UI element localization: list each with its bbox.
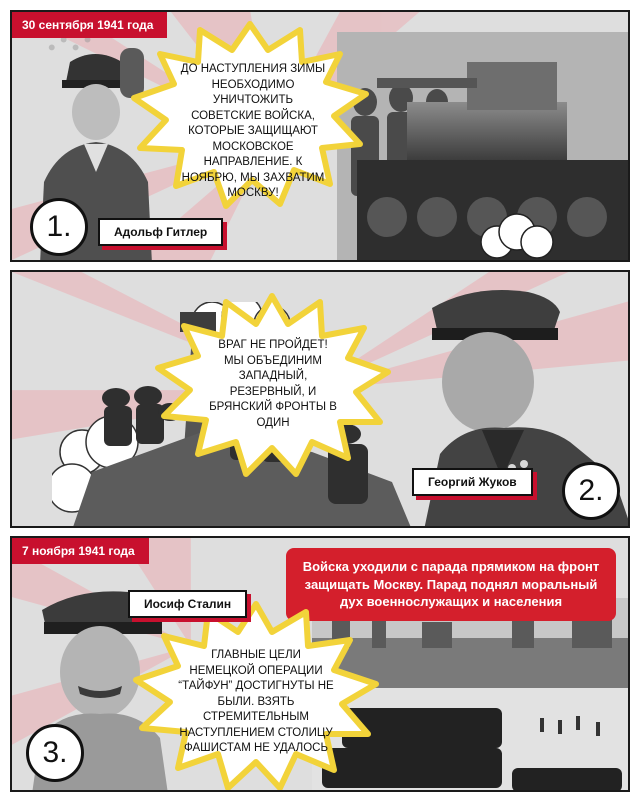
- panel-number: 2.: [562, 462, 620, 520]
- panel-number: 1.: [30, 198, 88, 256]
- panel-number: 3.: [26, 724, 84, 782]
- speech-text: ДО НАСТУПЛЕНИЯ ЗИМЫ НЕОБХОДИМО УНИЧТОЖИТЬ СОВЕТСКИЕ ВОЙСКА, КОТОРЫЕ ЗАЩИЩАЮТ МОСКОВСКОЕ НАПРАВЛЕНИЕ. К НОЯБРЮ, МЫ ЗАХВАТИМ МОСКВУ!: [180, 63, 326, 200]
- comic-panel-3: [10, 536, 630, 792]
- date-tag: 30 сентября 1941 года: [12, 12, 167, 38]
- info-note: Войска уходили с парада прямиком на фронт защищать Москву. Парад поднял моральный дух военнослужащих и населения: [286, 548, 616, 621]
- comic-panel-2: [10, 270, 630, 528]
- speaker-name: Георгий Жуков: [412, 468, 533, 496]
- smoke-cloud: [477, 208, 557, 262]
- speaker-name: Иосиф Сталин: [128, 590, 247, 618]
- speaker-name: Адольф Гитлер: [98, 218, 223, 246]
- date-tag: 7 ноября 1941 года: [12, 538, 149, 564]
- comic-panel-1: [10, 10, 630, 262]
- speech-text: ГЛАВНЫЕ ЦЕЛИ НЕМЕЦКОЙ ОПЕРАЦИИ “ТАЙФУН” ДОСТИГНУТЫ НЕ БЫЛИ. ВЗЯТЬ СТРЕМИТЕЛЬНЫМ НАСТУПЛЕНИЕМ СТОЛИЦУ ФАШИСТАМ НЕ УДАЛОСЬ: [178, 649, 334, 755]
- speech-text: ВРАГ НЕ ПРОЙДЕТ! МЫ ОБЪЕДИНИМ ЗАПАДНЫЙ, РЕЗЕРВНЫЙ, И БРЯНСКИЙ ФРОНТЫ В ОДИН: [209, 339, 337, 429]
